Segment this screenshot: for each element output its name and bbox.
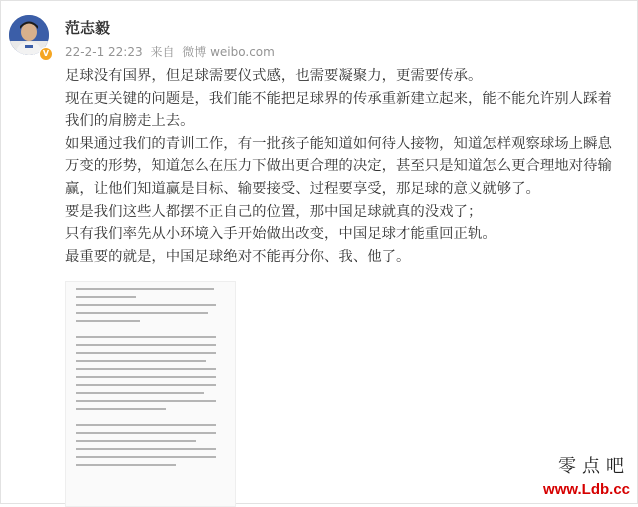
- image-text-line: [76, 464, 176, 466]
- image-text-line: [76, 432, 216, 434]
- post-text: [65, 65, 625, 268]
- post-paragraph: 最重要的就是，中国足球绝对不能再分你、我、他了。: [65, 248, 411, 265]
- post-meta: [65, 43, 279, 60]
- image-text-line: [76, 336, 216, 338]
- attached-image-thumbnail[interactable]: [65, 281, 236, 507]
- image-text-line: [76, 456, 216, 458]
- post-paragraph: 足球没有国界，但足球需要仪式感，也需要凝聚力，更需要传承。: [65, 68, 483, 84]
- image-text-line: [76, 312, 208, 314]
- source-link[interactable]: 微博 weibo.com: [182, 45, 275, 59]
- source-prefix: 来自: [150, 45, 175, 59]
- image-text-line: [76, 424, 216, 426]
- post-paragraph: 现在更关键的问题是，我们能不能把足球界的传承重新建立起来，能不能允许别人踩着我们的肩膀走上去。: [65, 90, 612, 130]
- watermark: [543, 452, 630, 498]
- post-paragraph: 只有我们率先从小环境入手开始做出改变，中国足球才能重回正轨。: [65, 226, 497, 243]
- image-text-line: [76, 384, 216, 386]
- image-text-line: [76, 288, 214, 290]
- image-text-line: [76, 408, 166, 410]
- watermark-url: www.Ldb.cc: [543, 481, 630, 498]
- image-text-line: [76, 440, 196, 442]
- image-text-line: [76, 376, 216, 378]
- image-text-line: [76, 344, 216, 346]
- image-text-line: [76, 304, 216, 306]
- post-paragraph: 要是我们这些人都摆不正自己的位置，那中国足球就真的没戏了；: [65, 203, 483, 220]
- post-date[interactable]: 22-2-1 22:23: [65, 45, 143, 59]
- image-text-line: [76, 368, 216, 370]
- image-text-line: [76, 352, 216, 354]
- image-text-line: [76, 448, 216, 450]
- image-text-line: [76, 400, 216, 402]
- post-paragraph: 如果通过我们的青训工作，有一批孩子能知道如何待人接物，知道怎样观察球场上瞬息万变的形势，知道怎么在压力下做出更合理的决定，甚至只是知道怎么更合理地对待输赢，让他们知道赢是目标、输要接受、过程要享受，那足球的意义就够了。: [65, 135, 612, 197]
- verified-badge-icon: V: [39, 47, 53, 61]
- image-text-line: [76, 320, 140, 322]
- author-name[interactable]: 范志毅: [65, 19, 111, 37]
- image-text-line: [76, 296, 136, 298]
- image-text-line: [76, 392, 204, 394]
- watermark-title: 零点吧: [558, 456, 630, 477]
- image-text-line: [76, 360, 206, 362]
